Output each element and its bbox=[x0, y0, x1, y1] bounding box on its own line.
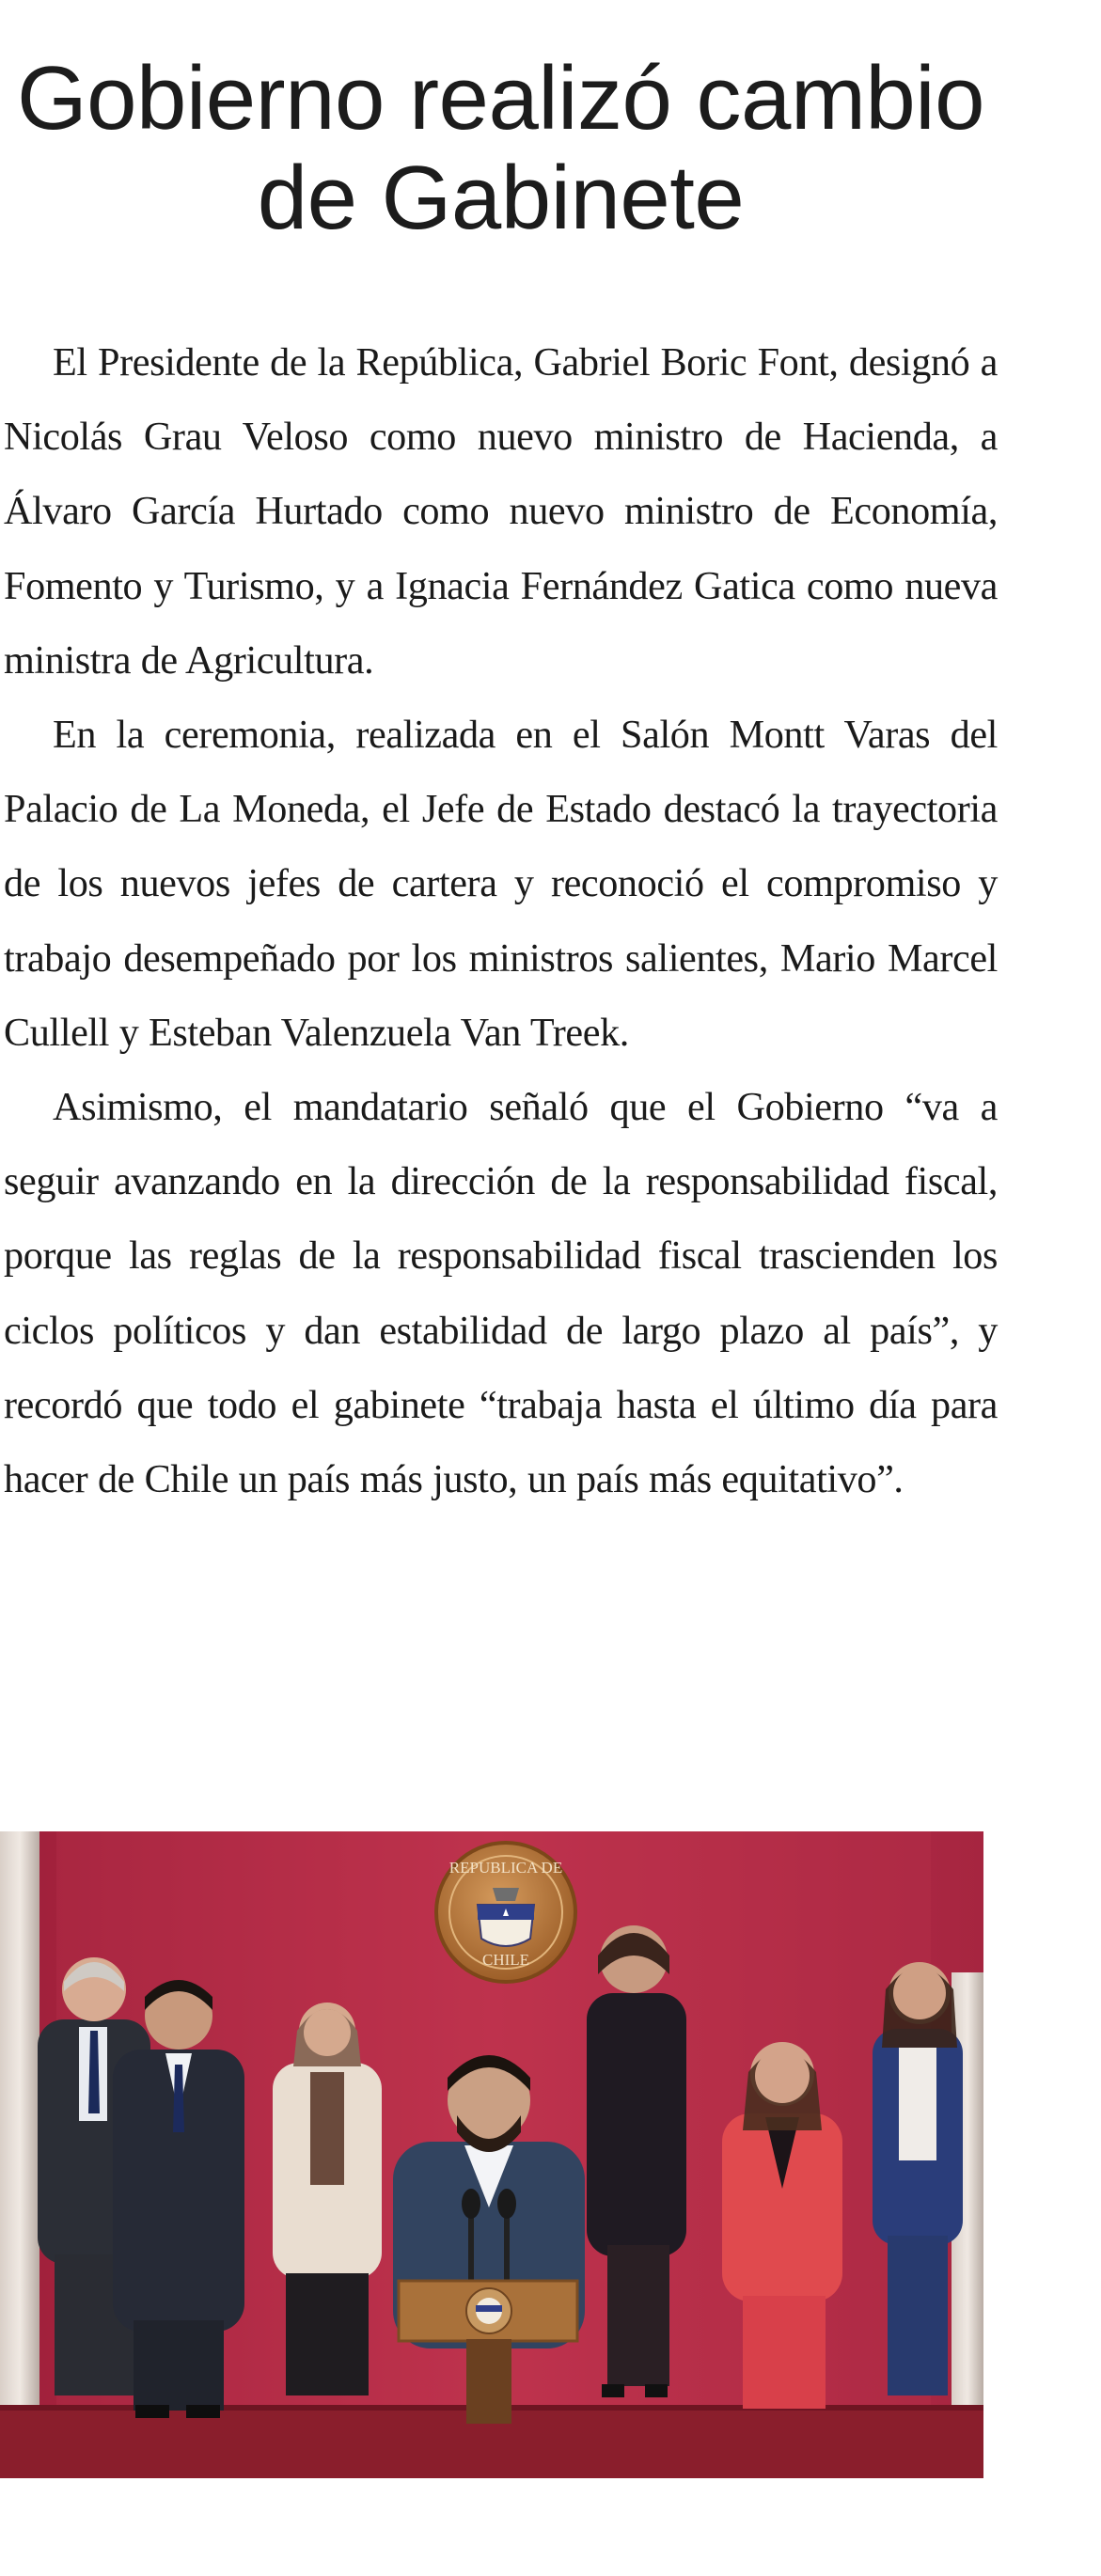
paragraph-1: El Presidente de la República, Gabriel Boric Font, designó a Nicolás Grau Veloso como nuevo ministro de Hacienda, a Álvaro García Hurtado como nuevo ministro de Economía, Fomento y Turismo, y a Ignacia Fernández Gatica como nueva ministra de Agricultura. bbox=[4, 340, 998, 683]
ceremony-photo-illustration bbox=[0, 1831, 983, 2478]
paragraph-3: Asimismo, el mandatario señaló que el Gobierno “va a seguir avanzando en la dirección de la responsabilidad fiscal, porque las reglas de la responsabilidad fiscal trascienden los ciclos políticos y dan estabilidad de largo plazo al país”, y recordó que todo el gabinete “trabaja hasta el último día para hacer de Chile un país más justo, un país más equitativo”. bbox=[4, 1085, 998, 1502]
headline: Gobierno realizó cambio de Gabinete bbox=[16, 48, 985, 248]
article-body bbox=[4, 325, 998, 1516]
seal-bottom-text: CHILE bbox=[481, 1951, 530, 1969]
curtain-left bbox=[0, 1831, 39, 2478]
seal-top-text: REPUBLICA DE bbox=[448, 1859, 563, 1877]
paragraph-2: En la ceremonia, realizada en el Salón Montt Varas del Palacio de La Moneda, el Jefe de Estado destacó la trayectoria de los nuevos jefes de cartera y reconoció el compromiso y trabajo desempeñado por los ministros salientes, Mario Marcel Cullell y Esteban Valenzuela Van Treek. bbox=[4, 713, 998, 1055]
republic-seal bbox=[436, 1843, 575, 1982]
ceremony-photo bbox=[0, 1831, 983, 2478]
